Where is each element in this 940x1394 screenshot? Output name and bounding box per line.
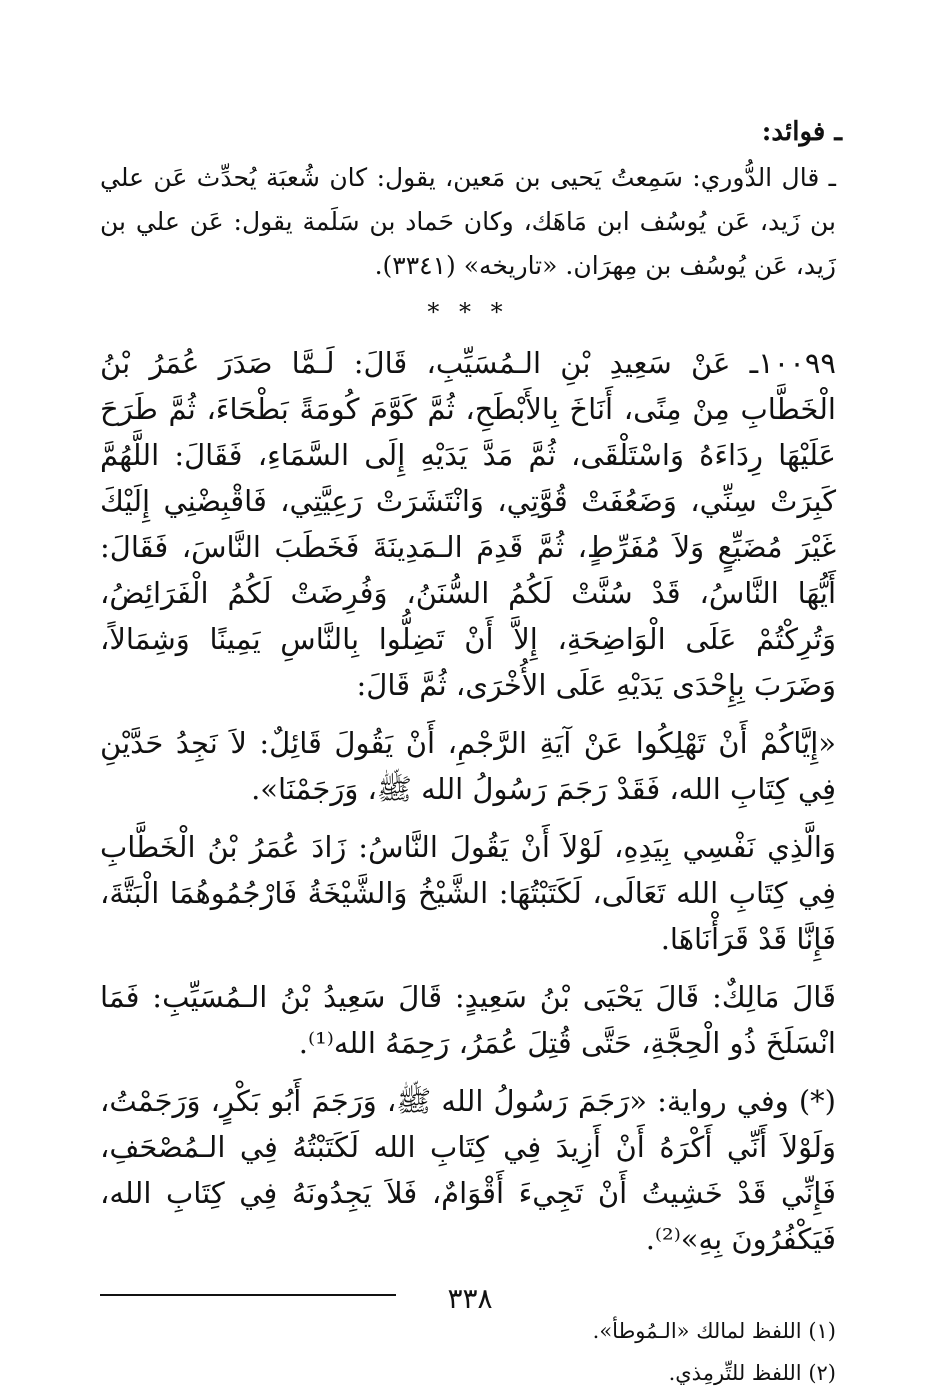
footnote-2: (٢) اللفظ للتِّرمِذي. [668,1361,836,1385]
fawaid-heading: ـ فوائد: [761,117,842,147]
hadith-number: ١٠٠٩٩ [758,346,836,380]
hadith-opening-paragraph [100,340,836,708]
hadith-riwaya-paragraph: (*) وفي رواية: «رَجَمَ رَسُولُ الله ﷺ، وَرَجَمَ أَبُو بَكْرٍ، وَرَجَمْتُ، وَلَوْلاَ أَنِّي أَكْرَهُ أَنْ أَزِيدَ فِي كِتَابِ الله لَكَتَبْتُهُ فِي الـمُصْحَفِ، فَإِنِّي قَدْ خَشِيتُ أَنْ تَجِيءَ أَقْوَامٌ، فَلاَ يَجِدُونَهُ فِي كِتَابِ الله، فَيَكْفُرُونَ بِهِ»⁽²⁾. [100,1084,836,1256]
fawaid-paragraph: ـ قال الدُّوري: سَمِعتُ يَحيى بن مَعين، يقول: كان شُعبَة يُحدِّث عَن علي بن زَيد، عَن يُوسُف ابن مَاهَك، وكان حَماد بن سَلَمة يقول: عَن علي بن زَيد، عَن يُوسُف بن مِهرَان. «تاريخه» (٣٣٤١). [100,163,836,280]
page-number: ٣٣٨ [447,1282,493,1315]
hadith-text: ـ عَنْ سَعِيدِ بْنِ الـمُسَيِّبِ، قَالَ: لَـمَّا صَدَرَ عُمَرُ بْنُ الْخَطَّابِ مِنْ مِنًى، أَنَاخَ بِالأَبْطَحِ، ثُمَّ كَوَّمَ كُومَةً بَطْحَاءَ، ثُمَّ طَرَحَ عَلَيْهَا رِدَاءَهُ وَاسْتَلْقَى، ثُمَّ مَدَّ يَدَيْهِ إِلَى السَّمَاءِ، فَقَالَ: اللَّهُمَّ كَبِرَتْ سِنِّي، وَضَعُفَتْ قُوَّتِي، وَانْتَشَرَتْ رَعِيَّتِي، فَاقْبِضْنِي إِلَيْكَ غَيْرَ مُضَيِّعٍ وَلاَ مُفَرِّطٍ، ثُمَّ قَدِمَ الـمَدِينَةَ فَخَطَبَ النَّاسَ، فَقَالَ: أَيُّهَا النَّاسُ، قَدْ سُنَّتْ لَكُمُ السُّنَنُ، وَفُرِضَتْ لَكُمُ الْفَرَائِضُ، وَتُرِكْتُمْ عَلَى الْوَاضِحَةِ، إِلاَّ أَنْ تَضِلُّوا بِالنَّاسِ يَمِينًا وَشِمَالاً، وَضَرَبَ بِإِحْدَى يَدَيْهِ عَلَى الأُخْرَى، ثُمَّ قَالَ: [100,346,836,702]
footnote-1: (١) اللفظ لمالك «الـمُوطأ». [592,1319,836,1343]
hadith-quote-paragraph: «إِيَّاكُمْ أَنْ تَهْلِكُوا عَنْ آيَةِ الرَّجْمِ، أَنْ يَقُولَ قَائِلٌ: لاَ نَجِدُ حَدَّيْنِ فِي كِتَابِ الله، فَقَدْ رَجَمَ رَسُولُ الله ﷺ، وَرَجَمْنَا». [100,726,836,806]
hadith-malik-paragraph: قَالَ مَالِكٌ: قَالَ يَحْيَى بْنُ سَعِيدٍ: قَالَ سَعِيدُ بْنُ الـمُسَيِّبِ: فَمَا انْسَلَخَ ذُو الْحِجَّةِ، حَتَّى قُتِلَ عُمَرُ، رَحِمَهُ الله⁽¹⁾. [100,980,836,1060]
section-separator: * * * [427,298,509,326]
hadith-oath-paragraph: وَالَّذِي نَفْسِي بِيَدِهِ، لَوْلاَ أَنْ يَقُولَ النَّاسُ: زَادَ عُمَرُ بْنُ الْخَطَّابِ فِي كِتَابِ الله تَعَالَى، لَكَتَبْتُهَا: الشَّيْخُ وَالشَّيْخَةُ فَارْجُمُوهُمَا الْبَتَّةَ، فَإِنَّا قَدْ قَرَأْنَاهَا. [100,830,836,956]
